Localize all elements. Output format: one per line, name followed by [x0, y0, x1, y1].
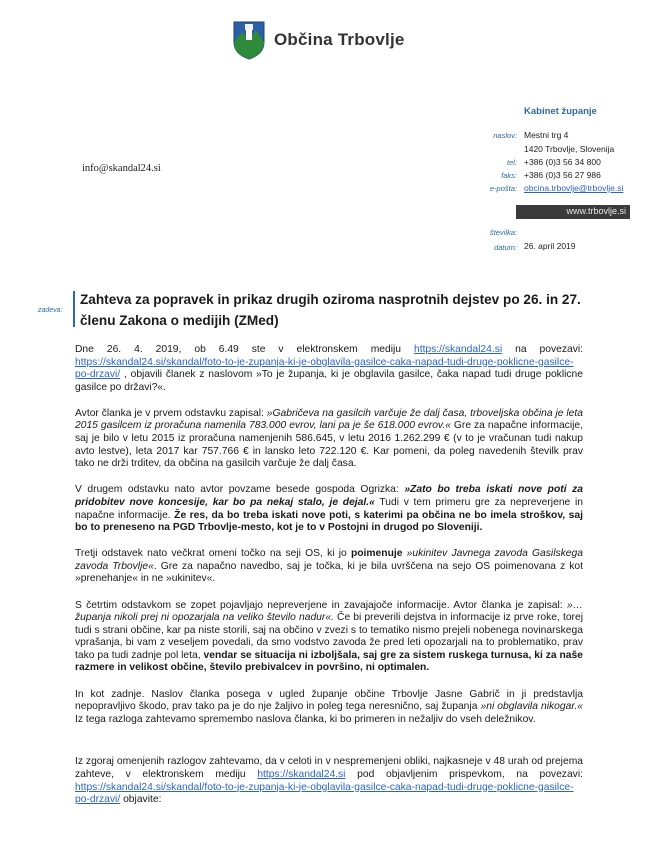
quote: »ni obglavila nikogar.« — [480, 701, 583, 713]
subject-marker — [73, 291, 75, 327]
number-label: številka: — [489, 228, 517, 237]
email-label: e-pošta: — [489, 184, 517, 193]
article-link[interactable]: https://skandal24.si/skandal/foto-to-je-zupanja-ki-je-obglavila-gasilce-caka-napad-tudi-druge-poklicne-gasilce-po-drzavi/ — [75, 781, 574, 806]
address-line-2: 1420 Trbovlje, Slovenija — [524, 144, 615, 154]
skandal24-link[interactable]: https://skandal24.si — [413, 344, 503, 355]
subject-label: zadeva: — [38, 307, 63, 314]
recipient-email: info@skandal24.si — [82, 163, 161, 174]
paragraph-6: In kot zadnje. Naslov članka posega v ugled županje občine Trbovlje Jasne Gabrič in ji predstavlja nepopravljivo škodo, prav tako pa je do nje žaljivo in poleg tega neresnično, saj županja »ni obglavila nikogar.« Iz tega razloga zahtevamo spremembo naslova članka, ki bo primeren in nežaljiv do vseh deležnikov. — [75, 688, 583, 725]
email-link[interactable]: obcina.trbovlje@trbovlje.si — [524, 183, 624, 193]
article-link[interactable]: https://skandal24.si/skandal/foto-to-je-zupanja-ki-je-obglavila-gasilce-caka-napad-tudi-druge-poklicne-gasilce-po-drzavi/ — [75, 356, 574, 381]
website-band — [516, 205, 630, 219]
quote: »Zato bo treba iskati nove poti za pridobitev nove koncesije, kar bo pa nekaj stalo, je dejal.« — [75, 484, 583, 508]
paragraph-3: V drugem odstavku nato avtor povzame besede gospoda Ogrizka: »Zato bo treba iskati nove poti za pridobitev nove koncesije, kar bo pa nekaj stalo, je dejal.« Tudi v tem primeru gre za nepreverjene in napačne informacije. Že res, da bo treba iskati nove poti, s katerimi pa občina ne bo imela stroškov, saj bo to preneseno na PGD Trbovlje-mesto, kot je to v Postojni in drugod po Sloveniji. — [75, 484, 583, 534]
tel-label: tel: — [506, 158, 517, 167]
emphasis: poimenuje — [350, 548, 403, 560]
address-label: naslov: — [493, 131, 517, 140]
paragraph-7: Iz zgoraj omenjenih razlogov zahtevamo, da v celoti in v nespremenjeni obliki, najkasneje v 48 urah od prejema zahteve, v elektronskem mediju https://skandal24.si pod objavljenim prispevkom, na povezavi: https://skandal24.si/skandal/foto-to-je-zupanja-ki-je-obglavila-gasilce-caka-napad-tudi-druge-poklicne-gasilce-po-drzavi/ objavite: — [75, 756, 583, 806]
quote: »Gabričeva na gasilcih varčuje že dalj časa, trboveljska občina je leta 2015 gasilcem iz proračuna namenila 783.000 evrov, lani pa je še 618.000 evrov.« — [75, 407, 583, 432]
website-text: www.trbovlje.si — [566, 206, 626, 216]
paragraph-5: S četrtim odstavkom se zopet pojavljajo nepreverjene in zavajajoče informacije. Avtor članka je zapisal: »…županja nikoli prej ni opozarjala na veliko število nadur«. Če bi preverili dejstva in informacije iz prve roke, torej tudi s strani občine, kar pa niste storili, saj na občino v zvezi s to tematiko nismo prejeli nobenega novinarskega vprašanja, bi vam z veseljem povedali, da smo vodstvo zavoda že pred leti opozarjali na to problematiko, prav tako pa tudi zadnje pol leta, vendar se situacija ni izboljšala, saj gre za sistem ruskega turnusa, ki za naše razmere in velikost občine, število prebivalcev in površino, ni optimalen. — [75, 599, 583, 674]
paragraph-2: Avtor članka je v prvem odstavku zapisal: »Gabričeva na gasilcih varčuje že dalj časa, trboveljska občina je leta 2015 gasilcem iz proračuna namenila 783.000 evrov, lani pa je še 618.000 evrov.« Gre za napačne informacije, saj je bilo v letu 2015 iz proračuna namenjenih 586.645, v letu 2016 1.262.299 € (v to je vračunan tudi nakup avto lestve), leta 2017 kar 757.766 € in lansko leto 722.120 €. Kar pomeni, da poleg navedenih številk prav tako ne drži trditev, da občina na gasilcih varčuje že dalj časa. — [75, 407, 583, 470]
fax-label: faks: — [501, 171, 517, 180]
tel-value: +386 (0)3 56 34 800 — [524, 157, 601, 167]
paragraph-1: Dne 26. 4. 2019, ob 6.49 ste v elektronskem mediju https://skandal24.si na povezavi: https://skandal24.si/skandal/foto-to-je-zupanja-ki-je-obglavila-gasilce-caka-napad-tudi-druge-poklicne-gasilce-po-drzavi/ , objavili članek z naslovom »To je županja, ki je obglavila gasilce, čaka napad tudi druge poklicne gasilce po državi?«. — [75, 344, 583, 393]
quote: »ukinitev Javnega zavoda Gasilskega zavoda Trbovlje« — [75, 548, 583, 572]
letter-body — [75, 344, 583, 820]
emphasis: Že res, da bo treba iskati nove poti, s katerimi pa občina ne bo imela stroškov, saj bo to preneseno na PGD Trbovlje-mesto, kot je to v Postojni in drugod po Sloveniji. — [75, 509, 583, 534]
date-value: 26. april 2019 — [524, 241, 576, 251]
subject-heading: Zahteva za popravek in prikaz drugih oziroma nasprotnih dejstev po 26. in 27. členu Zakona o medijih (ZMed) — [80, 292, 581, 328]
office-name: Kabinet županje — [524, 106, 597, 117]
skandal24-link[interactable]: https://skandal24.si — [257, 768, 346, 780]
address-line-1: Mestni trg 4 — [524, 130, 569, 140]
quote: »…županja nikoli prej ni opozarjala na veliko število nadur«. — [75, 599, 583, 624]
fax-value: +386 (0)3 56 27 986 — [524, 170, 601, 180]
municipality-name: Občina Trbovlje — [274, 30, 405, 49]
paragraph-4: Tretji odstavek nato večkrat omeni točko na seji OS, ki jo poimenuje »ukinitev Javnega zavoda Gasilskega zavoda Trbovlje«. Gre za napačno navedbo, saj je točka, ki je bila uvrščena na sejo OS poimenovana z kot »prenehanje« in ne »ukinitev«. — [75, 548, 583, 585]
emphasis: vendar se situacija ni izboljšala, saj gre za sistem ruskega turnusa, ki za naše razmere in velikost občine, število prebivalcev in površino, ni optimalen. — [75, 649, 583, 674]
municipality-coat-of-arms-icon — [232, 20, 266, 60]
date-label: datum: — [494, 243, 517, 252]
